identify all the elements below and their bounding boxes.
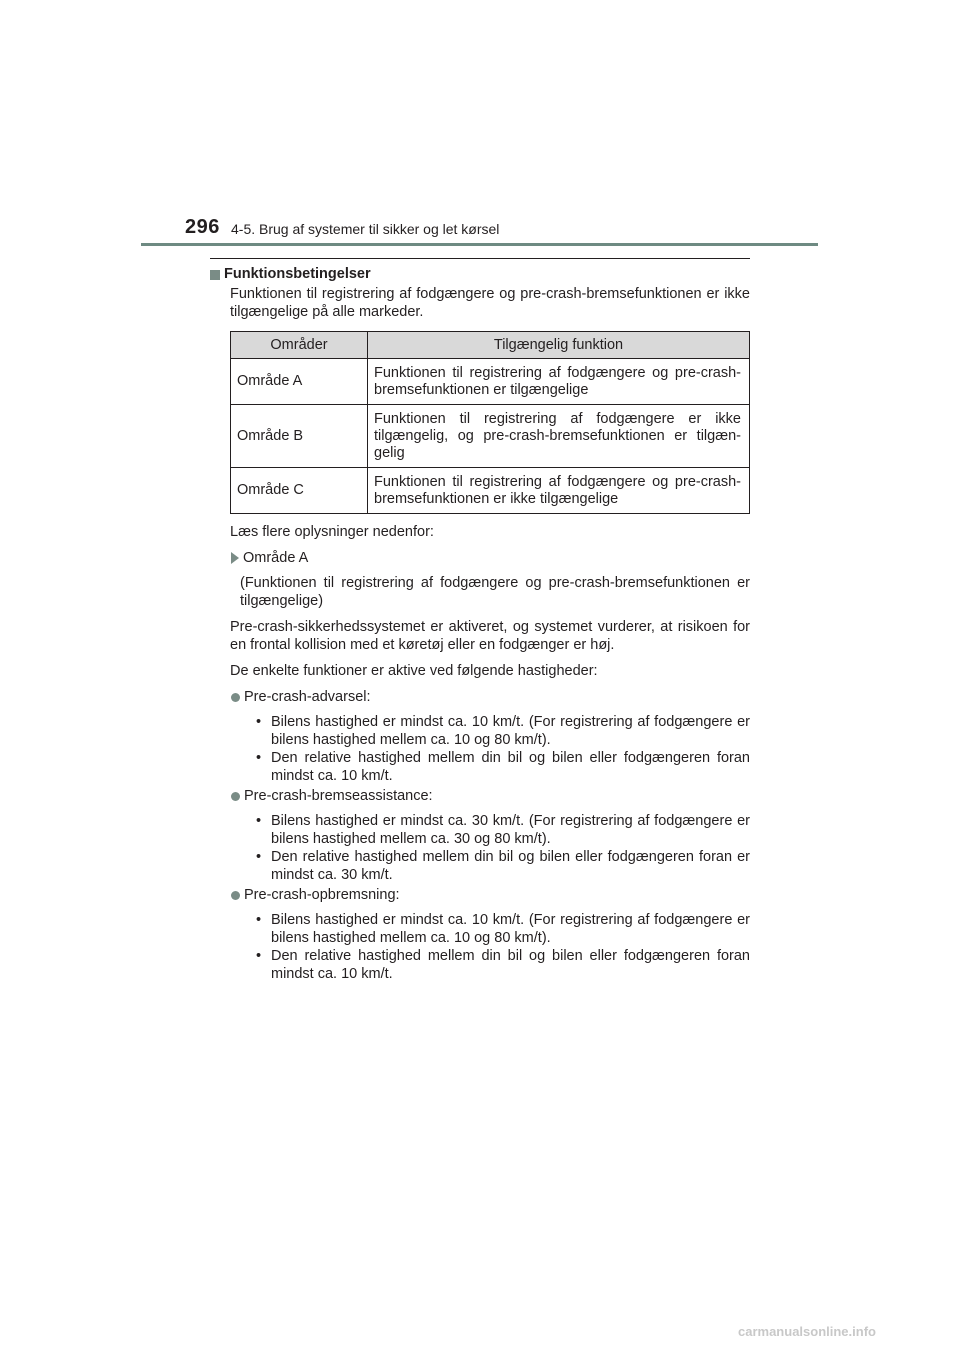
chapter-title: 4-5. Brug af systemer til sikker og let kørsel: [231, 221, 500, 237]
header-rule: [141, 243, 818, 246]
table-cell-area: Område C: [231, 468, 368, 514]
function-heading: [230, 886, 750, 904]
function-list: [210, 688, 750, 983]
section-divider: [210, 258, 750, 259]
section-heading: [210, 265, 750, 283]
list-item: • Bilens hastighed er mindst ca. 10 km/t. (For registrering af fodgængere er bilens hastighed mellem ca. 10 og 80 km/t).: [256, 912, 750, 946]
function-title: Pre-crash-bremseassistance:: [244, 788, 433, 804]
square-bullet-icon: [210, 270, 220, 280]
table-cell-area: Område A: [231, 359, 368, 405]
circle-bullet-icon: [231, 693, 240, 702]
list-item: • Den relative hastighed mellem din bil og bilen eller fodgængeren foran er mindst ca. 30 km/t.: [256, 849, 750, 883]
function-title: Pre-crash-opbremsning:: [244, 887, 400, 903]
function-heading: [230, 787, 750, 805]
table-cell-function: Funktionen til registrering af fodgængere og pre-crash-bremsefunktionen er ikke tilgængelige: [368, 468, 750, 514]
circle-bullet-icon: [231, 792, 240, 801]
triangle-bullet-icon: [231, 552, 239, 564]
table-row: [231, 405, 750, 468]
table-cell-area: Område B: [231, 405, 368, 468]
area-a-label: Område A: [243, 550, 309, 566]
section-heading-text: Funktionsbetingelser: [224, 266, 371, 282]
read-more-text: Læs flere oplysninger nedenfor:: [230, 524, 434, 540]
system-description: Pre-crash-sikkerhedssystemet er aktiveret, og systemet vurderer, at risikoen for en frontal kollision med et køretøj eller en fodgænger er høj.: [230, 619, 750, 653]
speeds-intro: De enkelte funktioner er aktive ved følgende hastigheder:: [230, 663, 598, 679]
condition-list: [230, 713, 750, 785]
section-intro: Funktionen til registrering af fodgængere og pre-crash-bremsefunktionen er ikke tilgængelige på alle markeder.: [230, 286, 750, 320]
watermark: carmanualsonline.info: [738, 1324, 876, 1339]
table-row: [231, 359, 750, 405]
availability-table: [230, 331, 750, 514]
list-item: • Den relative hastighed mellem din bil og bilen eller fodgængeren foran mindst ca. 10 km/t.: [256, 948, 750, 982]
table-row: [231, 468, 750, 514]
condition-list: [230, 911, 750, 983]
function-heading: [230, 688, 750, 706]
list-item: • Den relative hastighed mellem din bil og bilen eller fodgængeren foran mindst ca. 10 km/t.: [256, 750, 750, 784]
table-header-row: [231, 332, 750, 359]
table-header-function: Tilgængelig funktion: [368, 332, 750, 359]
page-content: [210, 258, 750, 985]
area-a-subheading: [210, 549, 750, 567]
area-a-note: (Funktionen til registrering af fodgængere og pre-crash-bremsefunktionen er tilgængelige): [240, 575, 750, 609]
table-header-areas: Områder: [231, 332, 368, 359]
table-cell-function: Funktionen til registrering af fodgængere er ikke tilgængelig, og pre-crash-bremsefunktionen er tilgæn-gelig: [368, 405, 750, 468]
list-item: • Bilens hastighed er mindst ca. 10 km/t. (For registrering af fodgængere er bilens hastighed mellem ca. 10 og 80 km/t).: [256, 714, 750, 748]
table-cell-function: Funktionen til registrering af fodgængere og pre-crash-bremsefunktionen er tilgængelige: [368, 359, 750, 405]
page-number: 296: [185, 216, 220, 238]
condition-list: [230, 812, 750, 884]
circle-bullet-icon: [231, 891, 240, 900]
function-title: Pre-crash-advarsel:: [244, 689, 371, 705]
list-item: • Bilens hastighed er mindst ca. 30 km/t. (For registrering af fodgængere er bilens hastighed mellem ca. 30 og 80 km/t).: [256, 813, 750, 847]
